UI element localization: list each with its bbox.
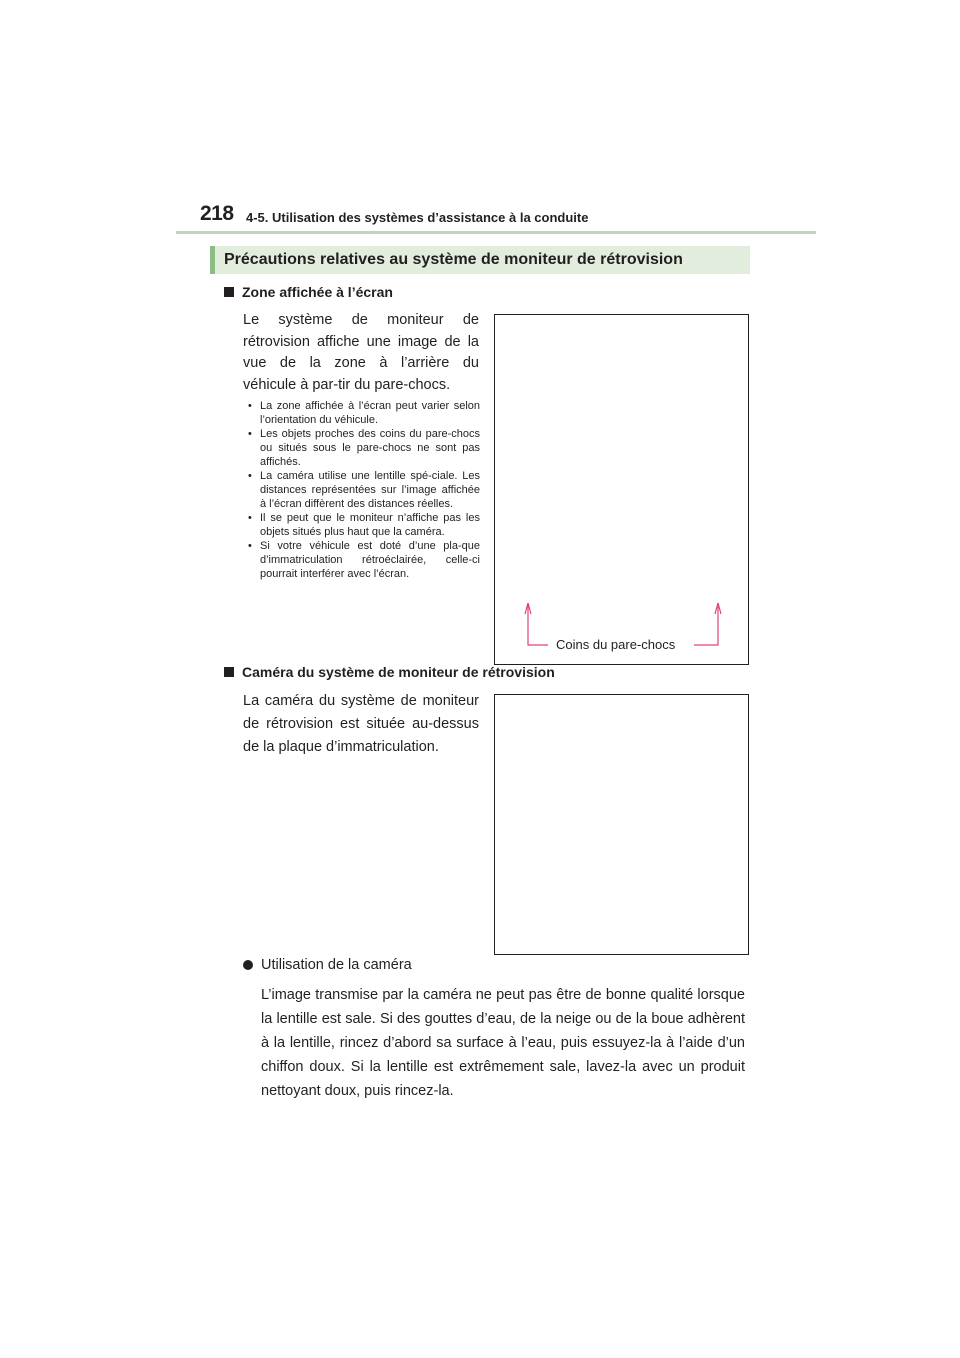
figure-camera-location bbox=[494, 694, 749, 955]
list-item: • Il se peut que le moniteur n’affiche pas les objets situés plus haut que la caméra. bbox=[246, 511, 480, 539]
zone-paragraph: Le système de moniteur de rétrovision affiche une image de la vue de la zone à l’arrière du véhicule à par-tir du pare-chocs. bbox=[243, 312, 479, 393]
camera-usage-title: Utilisation de la caméra bbox=[261, 957, 412, 973]
camera-usage-text: L’image transmise par la caméra ne peut pas être de bonne qualité lorsque la lentille est sale. Si des gouttes d’eau, de la neige ou de la boue adhèrent à la lentille, rincez d’abord sa surface à l’eau, puis essuyez-la à l’aide d’un chiffon doux. Si la lentille est extrêmement sale, lavez-la avec un produit nettoyant doux, puis rincez-la. bbox=[261, 987, 745, 1099]
camera-heading bbox=[224, 664, 555, 680]
chapter-title: 4-5. Utilisation des systèmes d’assistance à la conduite bbox=[246, 210, 589, 225]
page-number: 218 bbox=[200, 202, 234, 225]
figure-label: Coins du pare-chocs bbox=[556, 637, 676, 652]
section-title: Précautions relatives au système de moniteur de rétrovision bbox=[224, 251, 683, 268]
zone-heading-text: Zone affichée à l’écran bbox=[242, 284, 393, 300]
camera-paragraph: La caméra du système de moniteur de rétrovision est située au-dessus de la plaque d’immatriculation. bbox=[243, 693, 479, 755]
camera-heading-text: Caméra du système de moniteur de rétrovision bbox=[242, 664, 555, 680]
list-item: • Les objets proches des coins du pare-chocs ou situés sous le pare-chocs ne sont pas affichés. bbox=[246, 427, 480, 469]
round-bullet-icon bbox=[243, 960, 253, 970]
list-item: • Si votre véhicule est doté d’une pla-que d’immatriculation rétroéclairée, celle-ci pourrait interférer avec l’écran. bbox=[246, 539, 480, 581]
square-bullet-icon bbox=[224, 667, 234, 677]
list-item: • La caméra utilise une lentille spé-ciale. Les distances représentées sur l’image affichée à l’écran diffèrent des distances réelles. bbox=[246, 469, 480, 511]
list-item: • La zone affichée à l’écran peut varier selon l’orientation du véhicule. bbox=[246, 399, 480, 427]
